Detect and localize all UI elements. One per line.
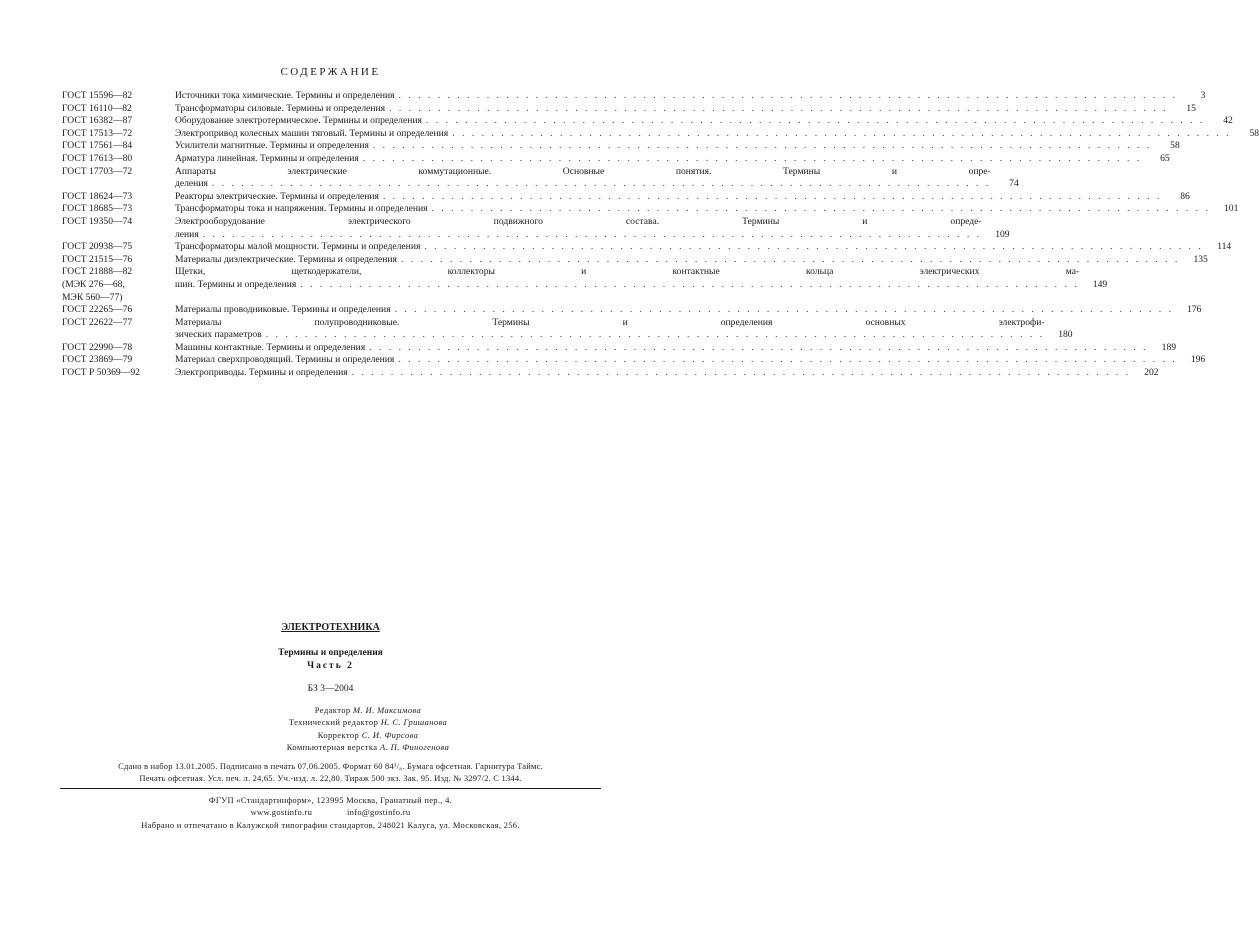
toc-code-line: ГОСТ 16110—82 — [62, 102, 132, 114]
publication-info — [60, 760, 601, 784]
toc-standard-code — [62, 254, 175, 267]
book-part: Часть 2 — [307, 661, 354, 671]
toc-standard-code — [62, 90, 175, 103]
leader-dots: . . . . . . . . . . . . . . . . . . . . . . . . . . . . . . . . . . . . . . . . . . . . . . . . . . . . . . . . . . . . . . . . . . . . . . . . . . . . . . . . — [265, 329, 1045, 341]
leader-dots: . . . . . . . . . . . . . . . . . . . . . . . . . . . . . . . . . . . . . . . . . . . . . . . . . . . . . . . . . . . . . . . . . . . . . . . . . . . . . . . . — [202, 228, 982, 240]
toc-page-number: 58 — [1170, 140, 1180, 152]
toc-page-number: 114 — [1217, 241, 1232, 253]
toc-title — [175, 304, 1201, 317]
publisher-info — [60, 794, 601, 831]
toc-code-line: ГОСТ 17613—80 — [62, 152, 133, 164]
toc-page-number: 74 — [1009, 178, 1019, 190]
leader-dots: . . . . . . . . . . . . . . . . . . . . . . . . . . . . . . . . . . . . . . . . . . . . . . . . . . . . . . . . . . . . . . . . . . . . . . . . . . . . . . . . — [398, 354, 1178, 366]
toc-standard-code — [62, 103, 175, 116]
toc-entry[interactable] — [62, 316, 1073, 342]
toc-standard-code — [62, 166, 175, 179]
toc-entry[interactable] — [62, 367, 1159, 380]
email-link[interactable]: info@gostinfo.ru — [347, 807, 411, 818]
toc-title-line: Электропривод колесных машин тяговый. Термины и определения — [175, 127, 449, 139]
toc-code-line: ГОСТ 18624—73 — [62, 190, 133, 202]
toc-code-line: ГОСТ 16382—87 — [62, 115, 133, 127]
toc-page-number: 65 — [1160, 152, 1170, 164]
toc-title-line: Источники тока химические. Термины и определения — [175, 90, 395, 101]
toc-code-line: ГОСТ 22622—77 — [62, 316, 133, 328]
toc-entry[interactable] — [62, 102, 1196, 116]
toc-standard-code — [62, 367, 175, 380]
leader-dots: . . . . . . . . . . . . . . . . . . . . . . . . . . . . . . . . . . . . . . . . . . . . . . . . . . . . . . . . . . . . . . . . . . . . . . . . . . . . . . . . — [424, 241, 1204, 253]
website-link[interactable]: www.gostinfo.ru — [250, 807, 313, 818]
credit-line — [238, 741, 498, 753]
toc-title — [175, 153, 1170, 166]
toc-code-line: МЭК 560—77) — [62, 291, 123, 303]
leader-dots: . . . . . . . . . . . . . . . . . . . . . . . . . . . . . . . . . . . . . . . . . . . . . . . . . . . . . . . . . . . . . . . . . . . . . . . . . . . . . . . . — [211, 178, 991, 190]
toc-title-line: Арматура линейная. Термины и определения — [175, 152, 359, 164]
toc-entry[interactable] — [62, 215, 1010, 241]
divider — [60, 788, 601, 789]
toc-entry[interactable] — [62, 253, 1208, 267]
toc-title-line: ления — [175, 228, 199, 240]
leader-dots: . . . . . . . . . . . . . . . . . . . . . . . . . . . . . . . . . . . . . . . . . . . . . . . . . . . . . . . . . . . . . . . . . . . . . . . . . . . . . . . . — [452, 127, 1232, 139]
toc-code-line: ГОСТ 20938—75 — [62, 241, 133, 253]
toc-title-line: Усилители магнитные. Термины и определения — [175, 140, 369, 152]
toc-page-number: 58 — [1249, 127, 1259, 139]
credit-line — [238, 704, 498, 716]
publisher-address: ФГУП «Стандартинформ», 123995 Москва, Гранатный пер., 4. — [208, 795, 453, 805]
toc-title-line: Электроприводы. Термины и определения — [175, 367, 348, 379]
toc-page-number: 86 — [1180, 190, 1190, 202]
leader-dots: . . . . . . . . . . . . . . . . . . . . . . . . . . . . . . . . . . . . . . . . . . . . . . . . . . . . . . . . . . . . . . . . . . . . . . . . . . . . . . . . — [394, 304, 1174, 316]
leader-dots: . . . . . . . . . . . . . . . . . . . . . . . . . . . . . . . . . . . . . . . . . . . . . . . . . . . . . . . . . . . . . . . . . . . . . . . . . . . . . . . . — [300, 278, 1080, 290]
toc-title-line: Материалы диэлектрические. Термины и определения — [175, 253, 397, 265]
credit-name: С. И. Фирсова — [361, 729, 419, 740]
publication-info-line: Сдано в набор 13.01.2005. Подписано в печать 07.06.2005. Формат 60 84¹/₈. Бумага офсетная. Гарнитура Таймс. — [118, 761, 543, 771]
toc-title — [175, 216, 1010, 241]
table-of-contents — [62, 90, 1259, 380]
toc-entry[interactable] — [62, 266, 1108, 304]
leader-dots: . . . . . . . . . . . . . . . . . . . . . . . . . . . . . . . . . . . . . . . . . . . . . . . . . . . . . . . . . . . . . . . . . . . . . . . . . . . . . . . . — [400, 253, 1180, 265]
toc-title-line: Трансформаторы тока и напряжения. Термины и определения — [175, 203, 428, 215]
toc-code-line: ГОСТ 18685—73 — [62, 203, 133, 215]
credit-name: Н. С. Гришанова — [380, 717, 448, 728]
toc-entry[interactable] — [62, 190, 1190, 204]
publisher-contacts — [60, 806, 601, 818]
toc-code-line: ГОСТ 21515—76 — [62, 253, 133, 265]
leader-dots: . . . . . . . . . . . . . . . . . . . . . . . . . . . . . . . . . . . . . . . . . . . . . . . . . . . . . . . . . . . . . . . . . . . . . . . . . . . . . . . . — [382, 190, 1162, 202]
leader-dots: . . . . . . . . . . . . . . . . . . . . . . . . . . . . . . . . . . . . . . . . . . . . . . . . . . . . . . . . . . . . . . . . . . . . . . . . . . . . . . . . — [431, 203, 1211, 215]
toc-title — [175, 191, 1190, 204]
toc-standard-code — [62, 128, 175, 141]
page-title: СОДЕРЖАНИЕ — [280, 66, 381, 78]
printer-info: Набрано и отпечатано в Калужской типографии стандартов, 248021 Калуга, ул. Московская, 256. — [141, 819, 520, 830]
toc-page-number: 202 — [1144, 367, 1159, 379]
toc-code-line: ГОСТ 22990—78 — [62, 341, 133, 353]
toc-title — [175, 254, 1208, 267]
toc-code-line: ГОСТ 17561—84 — [62, 140, 133, 152]
toc-entry[interactable] — [62, 115, 1233, 128]
section-title: ЭЛЕКТРОТЕХНИКА — [281, 622, 380, 633]
toc-title — [175, 90, 1205, 103]
credit-line — [238, 729, 498, 741]
toc-title — [175, 367, 1159, 380]
toc-title — [175, 128, 1259, 141]
credit-line — [238, 716, 498, 728]
toc-title-line: Материал сверхпроводящий. Термины и определения — [175, 354, 395, 366]
toc-entry[interactable] — [62, 304, 1202, 317]
leader-dots: . . . . . . . . . . . . . . . . . . . . . . . . . . . . . . . . . . . . . . . . . . . . . . . . . . . . . . . . . . . . . . . . . . . . . . . . . . . . . . . . — [372, 140, 1152, 152]
toc-title — [175, 317, 1073, 342]
toc-title-line: Трансформаторы силовые. Термины и определения — [175, 102, 386, 114]
toc-title — [175, 166, 1019, 191]
toc-title — [175, 203, 1238, 216]
toc-title-line: деления — [175, 178, 208, 190]
toc-code-line: ГОСТ 17513—72 — [62, 127, 133, 139]
toc-title-line: Оборудование электротермическое. Термины и определения — [175, 115, 422, 127]
credit-role: Технический редактор — [288, 717, 379, 728]
toc-code-line: ГОСТ 17703—72 — [62, 165, 133, 177]
toc-title-line: Щетки, щеткодержатели, коллекторы и контактные кольца электрических ма- — [175, 266, 1080, 278]
toc-code-line: ГОСТ 21888—82 — [62, 266, 133, 278]
toc-page-number: 109 — [995, 228, 1010, 240]
toc-entry[interactable] — [62, 165, 1019, 191]
toc-title — [175, 140, 1180, 153]
toc-standard-code — [62, 140, 175, 153]
toc-page-number: 176 — [1187, 304, 1202, 316]
credits-block — [238, 704, 498, 754]
toc-code-line: ГОСТ 19350—74 — [62, 215, 133, 227]
leader-dots: . . . . . . . . . . . . . . . . . . . . . . . . . . . . . . . . . . . . . . . . . . . . . . . . . . . . . . . . . . . . . . . . . . . . . . . . . . . . . . . . — [369, 341, 1149, 353]
toc-entry[interactable] — [62, 90, 1206, 103]
toc-page-number: 135 — [1193, 253, 1208, 265]
credit-role: Компьютерная верстка — [286, 742, 378, 753]
toc-standard-code — [62, 266, 175, 304]
toc-title-line: Материалы полупроводниковые. Термины и определения основных электрофи- — [175, 316, 1045, 328]
credit-name: А. П. Финогенова — [380, 742, 450, 753]
credit-role: Редактор — [314, 705, 351, 715]
toc-standard-code — [62, 354, 175, 367]
toc-title-line: Электрооборудование электрического подвижного состава. Термины и опреде- — [175, 215, 982, 227]
toc-code-line: (МЭК 276—68, — [62, 278, 125, 290]
toc-entry[interactable] — [62, 127, 1259, 141]
toc-title-line: шин. Термины и определения — [175, 278, 297, 290]
toc-entry[interactable] — [62, 354, 1206, 367]
toc-standard-code — [62, 203, 175, 216]
toc-entry[interactable] — [62, 241, 1232, 254]
toc-standard-code — [62, 342, 175, 355]
toc-entry[interactable] — [62, 152, 1170, 166]
toc-title-line: Машины контактные. Термины и определения — [175, 341, 366, 353]
toc-entry[interactable] — [62, 203, 1239, 216]
toc-code-line: ГОСТ Р 50369—92 — [62, 367, 140, 379]
toc-standard-code — [62, 216, 175, 229]
book-subtitle: Термины и определения — [278, 648, 383, 658]
toc-standard-code — [62, 304, 175, 317]
toc-standard-code — [62, 115, 175, 128]
toc-page-number: 42 — [1223, 115, 1233, 127]
credit-name: М. И. Максимова — [353, 705, 422, 715]
leader-dots: . . . . . . . . . . . . . . . . . . . . . . . . . . . . . . . . . . . . . . . . . . . . . . . . . . . . . . . . . . . . . . . . . . . . . . . . . . . . . . . . — [351, 367, 1131, 379]
toc-page-number: 101 — [1223, 203, 1239, 215]
toc-title — [175, 115, 1233, 128]
toc-title — [175, 354, 1205, 367]
toc-code-line: ГОСТ 23869—79 — [62, 354, 133, 366]
bz-number: БЗ 3—2004 — [307, 684, 354, 694]
toc-page-number: 149 — [1092, 278, 1108, 290]
publication-info-line: Печать офсетная. Усл. печ. л. 24,65. Уч.-изд. л. 22,80. Тираж 500 экз. Зак. 95. Изд. № 3297/2. С 1344. — [139, 773, 522, 784]
credit-role: Корректор — [317, 729, 360, 740]
toc-page-number: 15 — [1186, 102, 1196, 114]
toc-title — [175, 241, 1231, 254]
toc-code-line: ГОСТ 22265—76 — [62, 304, 133, 316]
toc-code-line: ГОСТ 15596—82 — [62, 90, 133, 101]
leader-dots: . . . . . . . . . . . . . . . . . . . . . . . . . . . . . . . . . . . . . . . . . . . . . . . . . . . . . . . . . . . . . . . . . . . . . . . . . . . . . . . . — [389, 102, 1168, 114]
toc-page-number: 180 — [1058, 329, 1073, 341]
toc-title — [175, 342, 1176, 355]
leader-dots: . . . . . . . . . . . . . . . . . . . . . . . . . . . . . . . . . . . . . . . . . . . . . . . . . . . . . . . . . . . . . . . . . . . . . . . . . . . . . . . . — [398, 90, 1178, 101]
leader-dots: . . . . . . . . . . . . . . . . . . . . . . . . . . . . . . . . . . . . . . . . . . . . . . . . . . . . . . . . . . . . . . . . . . . . . . . . . . . . . . . . — [425, 115, 1205, 127]
toc-title-line: Трансформаторы малой мощности. Термины и определения — [175, 241, 421, 253]
toc-entry[interactable] — [62, 341, 1177, 355]
toc-standard-code — [62, 317, 175, 330]
toc-title-line: Реакторы электрические. Термины и определения — [175, 190, 379, 202]
toc-entry[interactable] — [62, 140, 1180, 153]
toc-standard-code — [62, 153, 175, 166]
toc-title-line: зических параметров — [175, 329, 262, 341]
toc-standard-code — [62, 191, 175, 204]
toc-title-line: Аппараты электрические коммутационные. Основные понятия. Термины и опре- — [175, 165, 991, 177]
toc-page-number: 189 — [1161, 341, 1177, 353]
toc-title — [175, 266, 1107, 291]
toc-page-number: 3 — [1200, 90, 1206, 101]
leader-dots: . . . . . . . . . . . . . . . . . . . . . . . . . . . . . . . . . . . . . . . . . . . . . . . . . . . . . . . . . . . . . . . . . . . . . . . . . . . . . . . . — [362, 152, 1142, 164]
toc-page-number: 196 — [1190, 354, 1206, 366]
toc-standard-code — [62, 241, 175, 254]
toc-title-line: Материалы проводниковые. Термины и определения — [175, 304, 391, 316]
toc-title — [175, 103, 1196, 116]
